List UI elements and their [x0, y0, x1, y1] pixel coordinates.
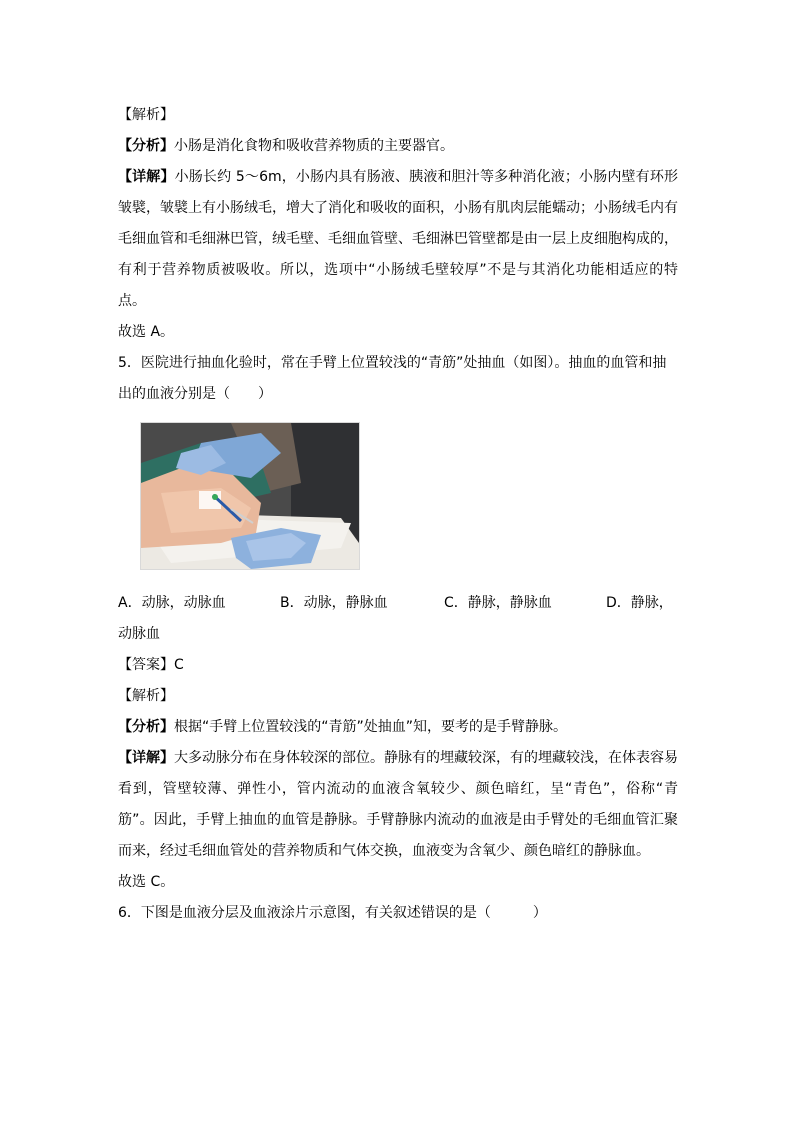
option-d[interactable]: D．静脉， — [606, 595, 673, 611]
question5-options — [118, 588, 678, 619]
option-b[interactable]: B．动脉，静脉血 — [280, 595, 388, 611]
question6-line1: 6．下图是血液分层及血液涂片示意图，有关叙述错误的是（ ） — [118, 905, 547, 921]
answer-line: 【答案】C — [118, 657, 184, 673]
blood-draw-photo — [140, 422, 360, 570]
fenxi-label-q5: 【分析】 — [118, 719, 174, 735]
jiexi-heading-q5: 【解析】 — [118, 688, 174, 704]
question5-line1: 5．医院进行抽血化验时，常在手臂上位置较浅的“青筋”处抽血（如图）。抽血的血管和抽 — [118, 355, 667, 371]
xiangjie-text: 小肠长约 5～6m，小肠内具有肠液、胰液和胆汁等多种消化液；小肠内壁有环形皱襞，皱襞上有小肠绒毛，增大了消化和吸收的面积，小肠有肌肉层能蠕动；小肠绒毛内有毛细血管和毛细淋巴管，绒毛壁、毛细血管壁、毛细淋巴管壁都是由一层上皮细胞构成的，有利于营养物质被吸收。所以，选项中“小肠绒毛壁较厚”不是与其消化功能相适应的特点。 — [118, 169, 678, 309]
option-a[interactable]: A．动脉，动脉血 — [118, 595, 226, 611]
jiexi-heading: 【解析】 — [118, 107, 174, 123]
conclusion-line: 故选 A。 — [118, 324, 175, 340]
question5-line2: 出的血液分别是（ ） — [118, 386, 272, 402]
document-body — [118, 100, 678, 929]
option-d-continuation: 动脉血 — [118, 626, 160, 642]
fenxi-paragraph-q5 — [118, 712, 678, 743]
fenxi-label: 【分析】 — [118, 138, 174, 154]
xiangjie-text-q5: 大多动脉分布在身体较深的部位。静脉有的埋藏较深，有的埋藏较浅，在体表容易看到，管壁较薄、弹性小，管内流动的血液含氧较少、颜色暗红，呈“青色”，俗称“青筋”。因此，手臂上抽血的血管是静脉。手臂静脉内流动的血液是由手臂处的毛细血管汇聚而来，经过毛细血管处的营养物质和气体交换，血液变为含氧少、颜色暗红的静脉血。 — [118, 750, 678, 859]
xiangjie-paragraph — [118, 162, 678, 317]
option-c[interactable]: C．静脉，静脉血 — [444, 595, 552, 611]
conclusion-line-q5: 故选 C。 — [118, 874, 175, 890]
fenxi-paragraph — [118, 131, 678, 162]
fenxi-text-q5: 根据“手臂上位置较浅的“青筋”处抽血”知，要考的是手臂静脉。 — [174, 719, 568, 735]
xiangjie-label: 【详解】 — [118, 169, 175, 185]
fenxi-text: 小肠是消化食物和吸收营养物质的主要器官。 — [174, 138, 454, 154]
xiangjie-paragraph-q5 — [118, 743, 678, 867]
xiangjie-label-q5: 【详解】 — [118, 750, 174, 766]
